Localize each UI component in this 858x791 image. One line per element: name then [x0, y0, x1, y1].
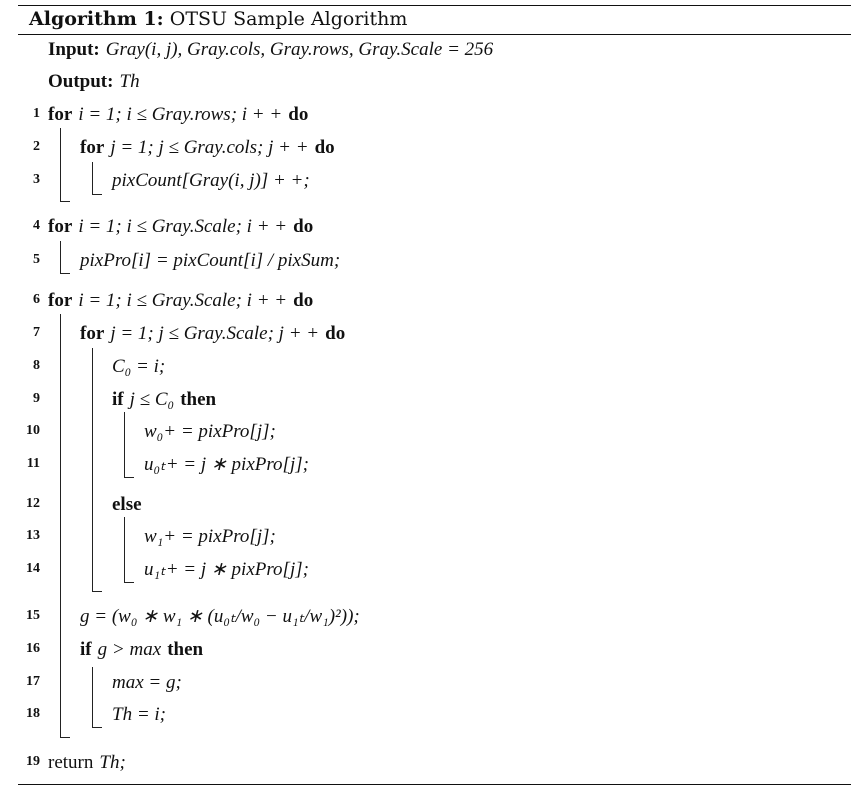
- keyword: for: [80, 323, 105, 344]
- code-line-16: [0, 635, 858, 663]
- code-text: [48, 286, 313, 315]
- code-line-11: [0, 450, 858, 478]
- expression: w₁+ = pixPro[j];: [144, 526, 276, 547]
- line-number: 1: [33, 106, 40, 121]
- keyword: for: [48, 216, 73, 237]
- expression: C₀ = i;: [112, 356, 166, 377]
- code-line-12: [0, 490, 858, 518]
- line-number: 18: [26, 706, 40, 721]
- expression: g > max: [97, 639, 162, 660]
- code-text: [80, 635, 203, 664]
- code-text: [144, 555, 309, 584]
- keyword: do: [293, 216, 314, 237]
- input-line: [48, 38, 493, 61]
- expression: max = g;: [112, 672, 182, 693]
- expression: Th;: [99, 752, 126, 773]
- code-line-13: [0, 522, 858, 550]
- keyword: do: [314, 137, 335, 158]
- code-text: [80, 246, 340, 275]
- code-text: [144, 522, 276, 551]
- code-line-3: [0, 166, 858, 194]
- bottom-rule: [18, 784, 851, 785]
- code-text: [80, 133, 335, 162]
- expression: j ≤ C₀: [129, 389, 175, 410]
- code-text: [144, 417, 276, 446]
- code-text: [48, 748, 126, 777]
- expression: u₁ₜ+ = j ∗ pixPro[j];: [144, 559, 309, 580]
- line-number: 6: [33, 292, 40, 307]
- line-number: 5: [33, 252, 40, 267]
- line-number: 7: [33, 325, 40, 340]
- keyword: for: [48, 104, 73, 125]
- code-text: [144, 450, 309, 479]
- keyword: do: [288, 104, 309, 125]
- code-line-18: [0, 700, 858, 728]
- keyword: then: [180, 389, 217, 410]
- code-text: [112, 166, 310, 195]
- line-number: 3: [33, 172, 40, 187]
- output-label: Output:: [48, 71, 114, 92]
- caption-title: OTSU Sample Algorithm: [169, 8, 408, 30]
- code-text: [48, 100, 308, 129]
- code-text: [112, 700, 166, 729]
- top-rule: [18, 5, 851, 6]
- keyword: for: [80, 137, 105, 158]
- code-text: [112, 385, 216, 414]
- line-number: 14: [26, 561, 40, 576]
- code-line-14: [0, 555, 858, 583]
- block-bar-end: [60, 201, 70, 202]
- code-line-5: [0, 246, 858, 274]
- code-line-8: [0, 352, 858, 380]
- code-text: [80, 319, 345, 348]
- code-line-9: [0, 385, 858, 413]
- code-line-7: [0, 319, 858, 347]
- code-line-4: [0, 212, 858, 240]
- code-line-19: [0, 748, 858, 776]
- keyword: do: [325, 323, 346, 344]
- block-bar-end: [60, 737, 70, 738]
- line-number: 15: [26, 608, 40, 623]
- code-line-10: [0, 417, 858, 445]
- expression: i = 1; i ≤ Gray.Scale; i + +: [78, 216, 288, 237]
- keyword: return: [48, 752, 94, 773]
- code-line-6: [0, 286, 858, 314]
- expression: j = 1; j ≤ Gray.Scale; j + +: [110, 323, 320, 344]
- code-text: [112, 490, 142, 519]
- input-value: Gray(i, j), Gray.cols, Gray.rows, Gray.Scale = 256: [105, 39, 494, 60]
- output-line: [48, 70, 140, 93]
- line-number: 12: [26, 496, 40, 511]
- keyword: if: [80, 639, 92, 660]
- block-bar-end: [92, 591, 102, 592]
- line-number: 4: [33, 218, 40, 233]
- expression: g = (w₀ ∗ w₁ ∗ (u₀ₜ/w₀ − u₁ₜ/w₁)²));: [80, 606, 360, 627]
- expression: w₀+ = pixPro[j];: [144, 421, 276, 442]
- algorithm-caption: [29, 8, 407, 30]
- line-number: 11: [26, 456, 40, 471]
- expression: pixPro[i] = pixCount[i] / pixSum;: [80, 250, 341, 271]
- keyword: if: [112, 389, 124, 410]
- expression: pixCount[Gray(i, j)] + +;: [112, 170, 310, 191]
- keyword: else: [112, 494, 142, 515]
- caption-label: Algorithm 1:: [29, 8, 164, 30]
- line-number: 8: [33, 358, 40, 373]
- output-value: Th: [119, 71, 140, 92]
- code-text: [112, 668, 182, 697]
- caption-rule: [18, 34, 851, 35]
- expression: j = 1; j ≤ Gray.cols; j + +: [110, 137, 309, 158]
- input-label: Input:: [48, 39, 100, 60]
- expression: i = 1; i ≤ Gray.rows; i + +: [78, 104, 283, 125]
- keyword: do: [293, 290, 314, 311]
- line-number: 13: [26, 528, 40, 543]
- line-number: 19: [26, 754, 40, 769]
- line-number: 10: [26, 423, 40, 438]
- keyword: then: [167, 639, 204, 660]
- block-bar-end: [92, 194, 102, 195]
- line-number: 2: [33, 139, 40, 154]
- expression: Th = i;: [112, 704, 166, 725]
- expression: i = 1; i ≤ Gray.Scale; i + +: [78, 290, 288, 311]
- line-number: 16: [26, 641, 40, 656]
- code-line-17: [0, 668, 858, 696]
- line-number: 9: [33, 391, 40, 406]
- code-text: [112, 352, 165, 381]
- code-text: [80, 602, 360, 631]
- line-number: 17: [26, 674, 40, 689]
- code-text: [48, 212, 313, 241]
- code-line-2: [0, 133, 858, 161]
- expression: u₀ₜ+ = j ∗ pixPro[j];: [144, 454, 309, 475]
- code-line-15: [0, 602, 858, 630]
- keyword: for: [48, 290, 73, 311]
- code-line-1: [0, 100, 858, 128]
